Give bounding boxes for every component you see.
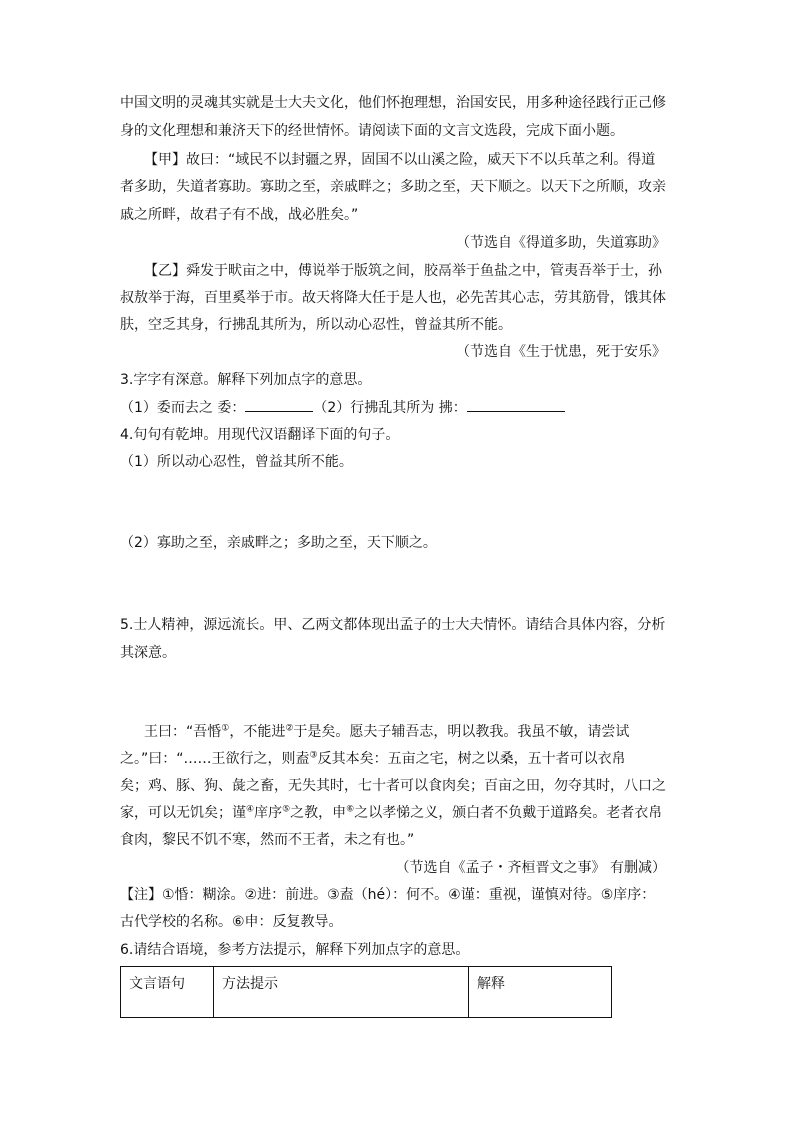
mencius-line-5: 食肉，黎民不饥不寒，然而不王者，未之有也。”	[120, 832, 415, 848]
mencius-line-3: 矣；鸡、豚、狗、彘之畜，无失其时，七十者可以食肉矣；百亩之田，勿夺其时，八口之	[120, 778, 666, 794]
q4-item-2: （2）寡助之至，亲戚畔之；多助之至，天下顺之。	[120, 535, 437, 551]
mencius-line-1: 王曰：“吾惛①，不能进②于是矣。愿夫子辅吾志，明以教我。我虽不敏，请尝试	[144, 723, 630, 740]
jia-line-3: 戚之所畔，故君子有不战，战必胜矣。”	[120, 207, 359, 223]
yi-line-2: 叔敖举于海，百里奚举于市。故天将降大任于是人也，必先苦其心志，劳其筋骨，饿其体	[120, 290, 666, 306]
q3-title: 3.字字有深意。解释下列加点字的意思。	[120, 372, 372, 388]
yi-line-3: 肤，空乏其身，行拂乱其所为，所以动心忍性，曾益其所不能。	[120, 317, 512, 333]
q6-table	[120, 966, 612, 1018]
q3-items	[120, 397, 565, 418]
jia-line-1: 【甲】故曰：“域民不以封疆之界，固国不以山溪之险，威天下不以兵革之利。得道	[144, 152, 656, 168]
answer-blank-2[interactable]	[467, 397, 565, 412]
q4-title: 4.句句有乾坤。用现代汉语翻译下面的句子。	[120, 427, 400, 443]
q3-item-1: （1）委而去之 委：	[120, 400, 246, 416]
mencius-source: （节选自《孟子・齐桓晋文之事》 有删减）	[395, 860, 666, 876]
mencius-line-2: 之。”曰：“……王欲行之，则盍③反其本矣：五亩之宅，树之以桑，五十者可以衣帛	[120, 750, 626, 767]
yi-line-1: 【乙】舜发于畎亩之中，傅说举于版筑之间，胶鬲举于鱼盐之中，管夷吾举于士，孙	[144, 263, 662, 279]
q3-item-2: （2）行拂乱其所为 拂：	[313, 400, 467, 416]
yi-source: （节选自《生于忧患，死于安乐》	[456, 344, 666, 360]
notes-line-1: 【注】①惛：糊涂。②进：前进。③盍（hé）：何不。④谨：重视，谨慎对待。⑤庠序：	[120, 887, 656, 903]
notes-line-2: 古代学校的名称。⑥申：反复教导。	[120, 914, 343, 930]
q6-title: 6.请结合语境，参考方法提示，解释下列加点字的意思。	[120, 942, 470, 958]
table-header-sentence: 文言语句	[121, 967, 214, 1018]
table-header-explanation: 解释	[469, 967, 612, 1018]
table-header-method: 方法提示	[214, 967, 469, 1018]
mencius-line-4: 家，可以无饥矣；谨④庠序⑤之教，申⑥之以孝悌之义，颁白者不负戴于道路矣。老者衣帛	[120, 804, 663, 821]
q5-line-2: 其深意。	[120, 645, 176, 661]
jia-source: （节选自《得道多助，失道寡助》	[456, 235, 666, 251]
jia-line-2: 者多助，失道者寡助。寡助之至，亲戚畔之；多助之至，天下顺之。以天下之所顺，攻亲	[120, 179, 666, 195]
q4-item-1: （1）所以动心忍性，曾益其所不能。	[120, 454, 353, 470]
intro-line-2: 身的文化理想和兼济天下的经世情怀。请阅读下面的文言文选段，完成下面小题。	[120, 123, 624, 139]
intro-line-1: 中国文明的灵魂其实就是士大夫文化，他们怀抱理想，治国安民，用多种途径践行正己修	[120, 95, 666, 111]
q5-line-1: 5.士人精神，源远流长。甲、乙两文都体现出孟子的士大夫情怀。请结合具体内容，分析	[120, 617, 666, 633]
answer-blank-1[interactable]	[245, 397, 313, 412]
table-row	[121, 967, 612, 1018]
